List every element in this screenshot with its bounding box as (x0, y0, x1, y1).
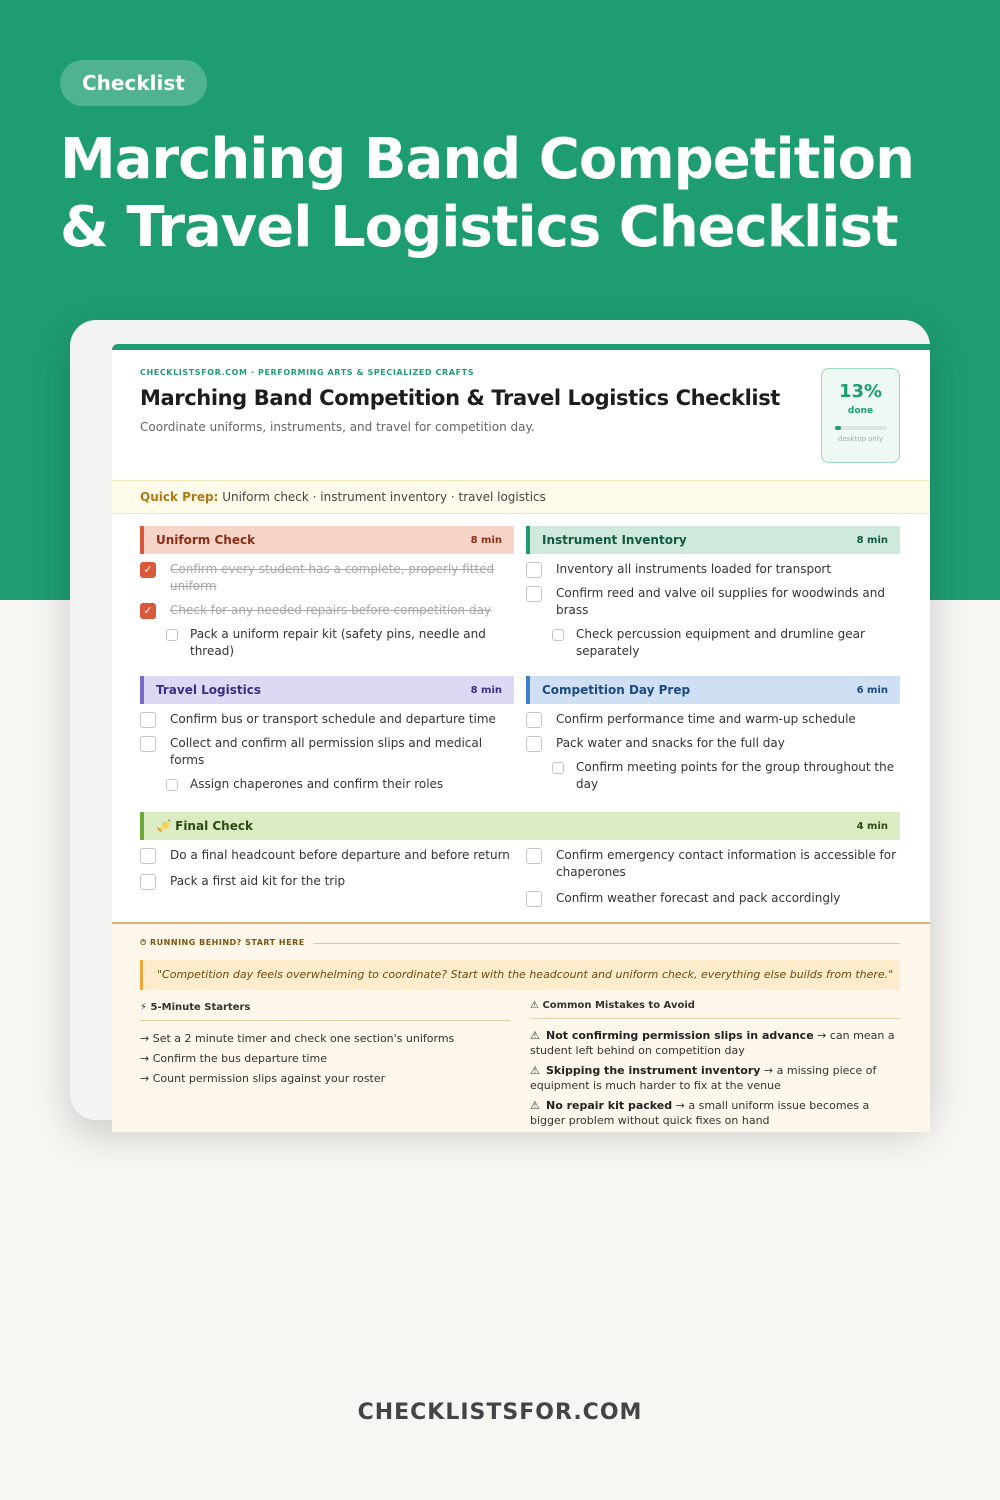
section-time: 8 min (470, 534, 502, 546)
category-badge: Checklist (60, 60, 207, 106)
running-behind-heading (140, 938, 900, 948)
checkbox[interactable] (166, 779, 178, 791)
mistake-rest: → can mean a student left behind on competition day (530, 1029, 895, 1057)
progress-percent: 13% (838, 381, 883, 402)
section-time: 6 min (856, 684, 888, 696)
preview-frame (70, 320, 930, 1127)
section-title: Uniform Check (156, 533, 256, 547)
checkbox[interactable] (140, 874, 156, 890)
section-title: Competition Day Prep (542, 683, 691, 697)
mistake-rest: → a small uniform issue becomes a bigger problem without quick fixes on hand (530, 1099, 870, 1127)
mistake-bold: No repair kit packed (546, 1099, 673, 1112)
item-text: Confirm performance time and warm-up schedule (556, 712, 856, 726)
checklist-item[interactable] (140, 711, 514, 728)
checkbox[interactable] (166, 629, 178, 641)
checklist-item[interactable] (140, 847, 514, 864)
section-time: 8 min (470, 684, 502, 696)
divider (313, 943, 900, 944)
checkbox[interactable] (526, 891, 542, 907)
checklist-subitem[interactable] (140, 626, 514, 660)
warning-icon: ⚠ (530, 1099, 540, 1112)
section-header[interactable] (140, 526, 514, 554)
running-behind-panel (112, 922, 930, 1132)
item-text: Confirm bus or transport schedule and departure time (170, 712, 496, 726)
item-text: Confirm reed and valve oil supplies for woodwinds and brass (556, 586, 885, 617)
checkbox[interactable] (526, 712, 542, 728)
checkbox[interactable] (140, 736, 156, 752)
item-text: Confirm meeting points for the group throughout the day (576, 760, 895, 791)
running-behind-title: ⏱ RUNNING BEHIND? START HERE (140, 938, 305, 947)
starter-item: → Count permission slips against your roster (140, 1072, 386, 1085)
section-title: Instrument Inventory (542, 533, 687, 547)
final-check-columns (140, 840, 900, 907)
quick-prep-label: Quick Prep: (140, 490, 219, 504)
checklist-item[interactable] (140, 873, 514, 890)
mistake-rest: → a missing piece of equipment is much harder to fix at the venue (530, 1064, 877, 1092)
mistake-item (530, 1098, 902, 1128)
checkbox[interactable] (552, 762, 564, 774)
checkbox[interactable] (140, 848, 156, 864)
mistake-item (530, 1063, 902, 1093)
checklist-item[interactable] (526, 585, 900, 619)
mistake-item (530, 1028, 902, 1058)
item-text: Pack water and snacks for the full day (556, 736, 785, 750)
mistakes-title: ⚠ Common Mistakes to Avoid (530, 1000, 900, 1019)
section-header[interactable] (140, 676, 514, 704)
checklist-item[interactable] (526, 735, 900, 752)
section-final-check (140, 812, 900, 907)
section-title: Travel Logistics (156, 683, 261, 697)
item-text: Do a final headcount before departure and before return (170, 848, 510, 862)
item-text: Inventory all instruments loaded for transport (556, 562, 832, 576)
checkbox-checked[interactable]: ✓ (140, 562, 156, 578)
checkbox-checked[interactable]: ✓ (140, 603, 156, 619)
warning-icon: ⚠ (530, 1064, 540, 1077)
section-header[interactable] (140, 812, 900, 840)
starters-title: ⚡ 5-Minute Starters (140, 1002, 510, 1021)
checkbox[interactable] (526, 736, 542, 752)
warning-icon: ⚠ (530, 1029, 540, 1042)
checkbox[interactable] (526, 848, 542, 864)
checklist-item[interactable] (526, 890, 900, 907)
section-header[interactable] (526, 676, 900, 704)
checklist-item[interactable] (526, 847, 900, 881)
quick-prep-bar (112, 480, 930, 514)
section-instrument-inventory (526, 526, 900, 660)
checklist-item[interactable] (526, 561, 900, 578)
checklist-subitem[interactable] (526, 626, 900, 660)
checkbox[interactable] (526, 586, 542, 602)
starter-item: → Set a 2 minute timer and check one section's uniforms (140, 1032, 455, 1045)
item-text: Check percussion equipment and drumline gear separately (576, 627, 865, 658)
item-text: Assign chaperones and confirm their roles (190, 777, 444, 791)
item-text: Pack a first aid kit for the trip (170, 874, 346, 888)
item-text: Confirm weather forecast and pack accordingly (556, 891, 841, 905)
item-text: Collect and confirm all permission slips and medical forms (170, 736, 483, 767)
checkbox[interactable] (526, 562, 542, 578)
section-title: 🎺 Final Check (156, 819, 253, 833)
checklist-sheet (112, 344, 930, 1127)
page-subtitle: Coordinate uniforms, instruments, and travel for competition day. (140, 420, 535, 434)
final-check-right-column (526, 840, 900, 907)
mistake-bold: Skipping the instrument inventory (546, 1064, 761, 1077)
encouragement-quote: "Competition day feels overwhelming to coordinate? Start with the headcount and uniform check, everything else builds from there." (140, 960, 900, 990)
checklist-subitem[interactable] (140, 776, 514, 793)
final-check-left-column (140, 840, 514, 907)
checklist-item[interactable] (140, 602, 514, 619)
item-text: Confirm every student has a complete, properly fitted uniform (170, 562, 495, 593)
starter-item: → Confirm the bus departure time (140, 1052, 327, 1065)
quick-prep-text: Uniform check · instrument inventory · travel logistics (222, 490, 546, 504)
page-title: Marching Band Competition & Travel Logistics Checklist (140, 386, 780, 410)
item-text: Check for any needed repairs before competition day (170, 603, 492, 617)
item-text: Confirm emergency contact information is accessible for chaperones (556, 848, 897, 879)
progress-bar (835, 426, 887, 430)
section-travel-logistics (140, 676, 514, 793)
progress-fill (835, 426, 842, 430)
section-time: 8 min (856, 534, 888, 546)
checkbox[interactable] (140, 712, 156, 728)
section-time: 4 min (856, 820, 888, 832)
progress-note: desktop only (838, 435, 883, 443)
hero-title: Marching Band Competition & Travel Logistics Checklist (60, 127, 915, 260)
item-text: Pack a uniform repair kit (safety pins, needle and thread) (190, 627, 486, 658)
section-header[interactable] (526, 526, 900, 554)
site-label: CHECKLISTSFOR.COM · PERFORMING ARTS & SPECIALIZED CRAFTS (140, 368, 475, 377)
section-competition-day-prep (526, 676, 900, 793)
checkbox[interactable] (552, 629, 564, 641)
checklist-subitem[interactable] (526, 759, 900, 793)
progress-card (821, 368, 900, 463)
section-uniform-check (140, 526, 514, 660)
checklist-item[interactable] (526, 711, 900, 728)
footer-site-name[interactable]: CHECKLISTSFOR.COM (357, 1400, 643, 1425)
mistake-bold: Not confirming permission slips in advance (546, 1029, 814, 1042)
checklist-item[interactable] (140, 561, 514, 595)
checklist-item[interactable] (140, 735, 514, 769)
progress-label: done (847, 406, 874, 416)
